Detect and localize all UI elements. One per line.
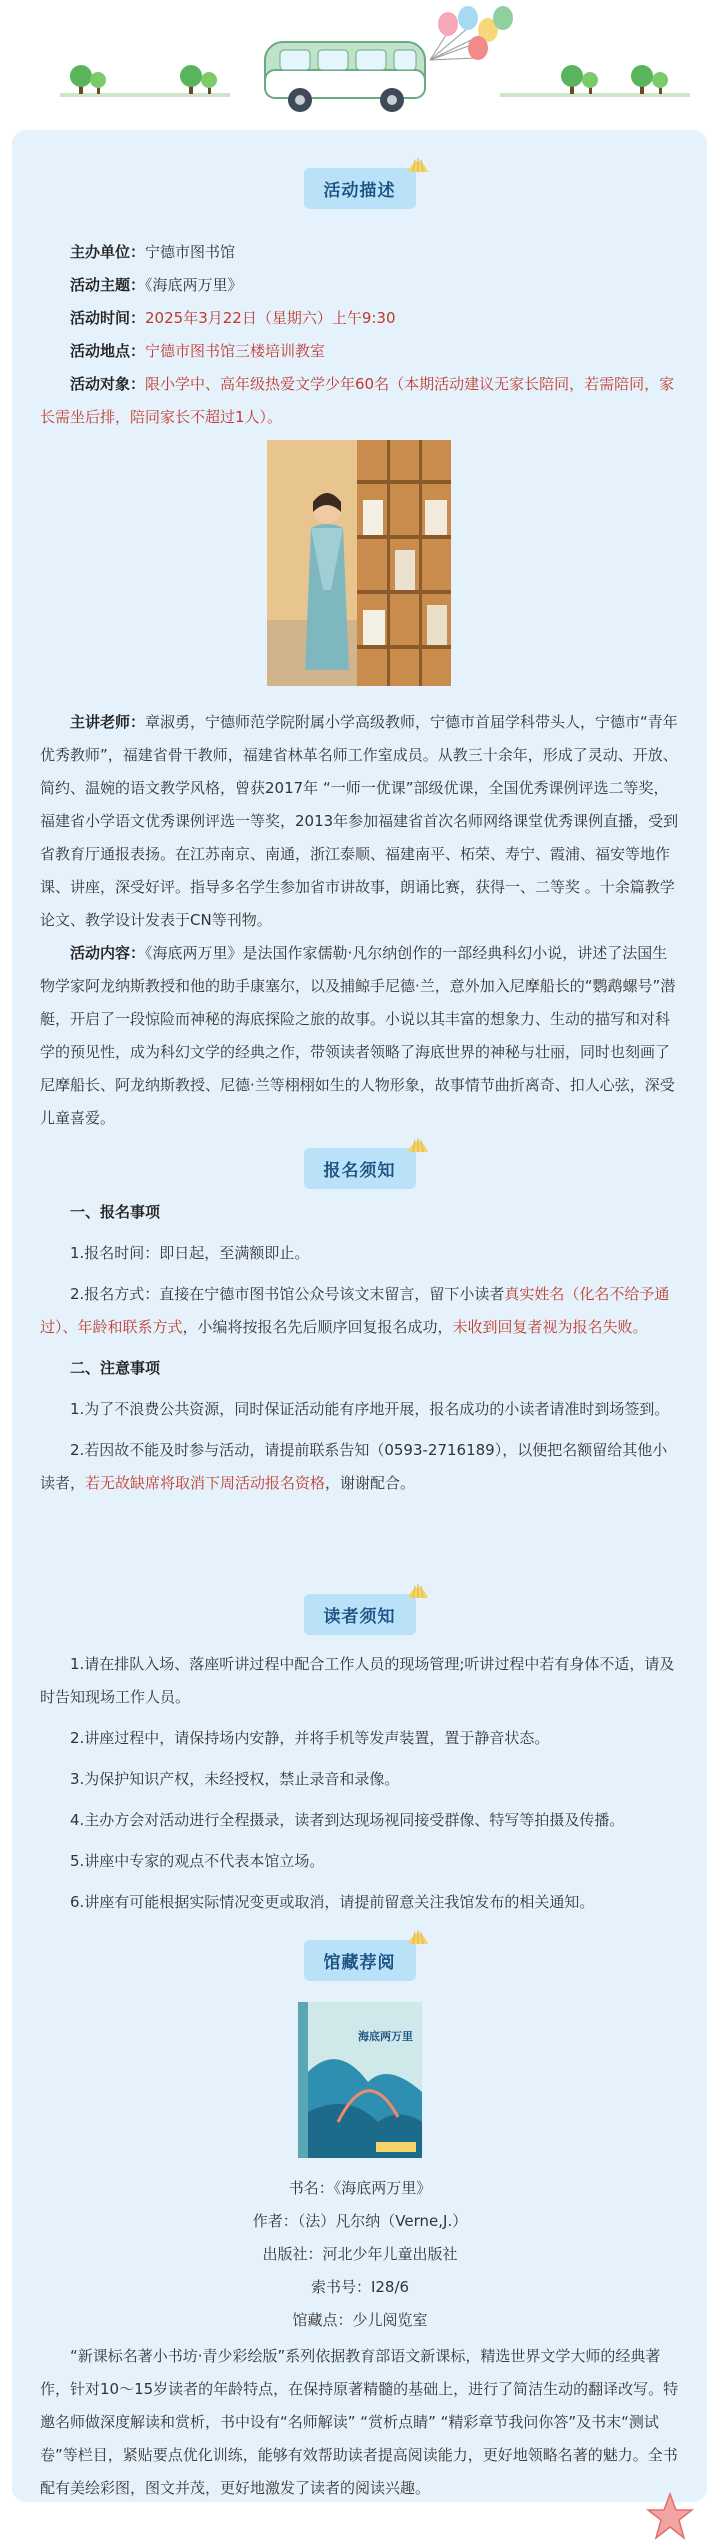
signup-time: 1.报名时间：即日起，至满额即止。 bbox=[70, 1244, 310, 1262]
book-cover-title: 海底两万里 bbox=[358, 2030, 413, 2043]
host-value: 宁德市图书馆 bbox=[145, 243, 236, 261]
tree-icon bbox=[561, 65, 668, 94]
book-description-text: “新课标名著小书坊·青少彩绘版”系列依据教育部语文新课标，精选世界文学大师的经典著作，针对10～15岁读者的年龄特点，在保持原著精髓的基础上，进行了简洁生动的翻译改写。特邀名师做深度解读和赏析，书中设有“名师解读” “赏析点睛” “精彩章节我问你答”及书末“测试卷”等栏目，紧贴要点优化训练，能够有效帮助读者提高阅读能力，更好地领略名著的魅力。全书配有美绘彩图，图文并茂，更好地激发了读者的阅读兴趣。 bbox=[40, 2347, 679, 2497]
signup-notice-2-warning: 若无故缺席将取消下周活动报名资格 bbox=[85, 1474, 326, 1492]
place-value: 宁德市图书馆三楼培训教室 bbox=[145, 342, 326, 360]
activity-details bbox=[40, 706, 680, 1135]
signup-heading-2: 二、注意事项 bbox=[70, 1359, 161, 1377]
section-title: 报名须知 bbox=[323, 1161, 396, 1181]
content-row bbox=[40, 937, 680, 1135]
teacher-label: 主讲老师： bbox=[70, 713, 146, 731]
content-label: 活动内容： bbox=[70, 944, 146, 962]
van-balloons-illustration bbox=[0, 0, 719, 130]
book-publisher: 出版社：河北少年儿童出版社 bbox=[262, 2245, 458, 2263]
theme-value: 《海底两万里》 bbox=[145, 276, 243, 294]
section-heading-activity bbox=[304, 168, 416, 209]
book-description bbox=[40, 2340, 680, 2505]
shell-icon bbox=[406, 1580, 430, 1600]
target-row bbox=[40, 368, 680, 434]
section-title: 读者须知 bbox=[323, 1607, 396, 1627]
list-item: 1.请在排队入场、落座听讲过程中配合工作人员的现场管理;听讲过程中若有身体不适，请及时告知现场工作人员。 bbox=[40, 1655, 675, 1706]
target-value: 限小学中、高年级热爱文学少年60名（本期活动建议无家长陪同，若需陪同，家长需坐后排，陪同家长不超过1人）。 bbox=[40, 375, 675, 426]
book-author: 作者：（法）凡尔纳（Verne,J.） bbox=[252, 2212, 468, 2230]
book-call-number: 索书号：I28/6 bbox=[310, 2278, 410, 2296]
shell-icon bbox=[406, 1926, 430, 1946]
signup-method-text: 2.报名方式：直接在宁德市图书馆公众号该文末留言，留下小读者 bbox=[70, 1285, 505, 1303]
list-item: 4.主办方会对活动进行全程摄录，读者到达现场视同接受群像、特写等拍摄及传播。 bbox=[70, 1811, 625, 1829]
list-item: 6.讲座有可能根据实际情况变更或取消，请提前留意关注我馆发布的相关通知。 bbox=[70, 1893, 595, 1911]
teacher-value: 章淑勇，宁德师范学院附属小学高级教师，宁德市首届学科带头人，宁德市“青年优秀教师”，福建省骨干教师，福建省林革名师工作室成员。从教三十余年，形成了灵动、开放、简约、温婉的语文教学风格，曾获2017年 “一师一优课”部级优课，全国优秀课例评选二等奖，福建省小学语文优秀课例评选一等奖，2013年参加福建省首次名师网络课堂优秀课例直播，受到省教育厅通报表扬。在江苏南京、南通，浙江泰顺、福建南平、柘荣、寿宁、霞浦、福安等地作课、讲座，深受好评。指导多名学生参加省市讲故事，朗诵比赛，获得一、二等奖 。十余篇教学论文、教学设计发表于CN等刊物。 bbox=[40, 713, 679, 929]
signup-notice-2-end: ，谢谢配合。 bbox=[325, 1474, 416, 1492]
signup-notice-2-text: 2.若因故不能及时参与活动，请提前联系告知（0593-2716189），以便把名额留给其他小读者， bbox=[40, 1441, 668, 1492]
activity-info bbox=[40, 236, 680, 434]
starfish-icon bbox=[646, 2492, 694, 2540]
target-label: 活动对象： bbox=[70, 375, 146, 393]
tree-icon bbox=[70, 65, 217, 94]
reader-notice-list bbox=[40, 1648, 680, 1919]
section-heading-signup bbox=[304, 1148, 416, 1189]
balloons-icon bbox=[430, 6, 513, 60]
signup-heading-1: 一、报名事项 bbox=[70, 1203, 161, 1221]
host-label: 主办单位： bbox=[70, 243, 146, 261]
teacher-row bbox=[40, 706, 680, 937]
section-title: 活动描述 bbox=[323, 181, 396, 201]
list-item: 2.讲座过程中，请保持场内安静，并将手机等发声装置，置于静音状态。 bbox=[70, 1729, 550, 1747]
theme-row bbox=[40, 269, 680, 302]
signup-method bbox=[40, 1278, 680, 1344]
signup-notice-2 bbox=[40, 1434, 680, 1500]
book-info bbox=[40, 2172, 680, 2337]
signup-method-required: 真实姓名（化名不给予通过）、年龄和联系方式 bbox=[40, 1285, 670, 1336]
van-icon bbox=[265, 42, 425, 112]
list-item: 3.为保护知识产权，未经授权，禁止录音和录像。 bbox=[70, 1770, 400, 1788]
header-illustration bbox=[0, 0, 719, 130]
book-location: 馆藏点：少儿阅览室 bbox=[292, 2311, 428, 2329]
section-title: 馆藏荐阅 bbox=[323, 1953, 396, 1973]
time-value: 2025年3月22日（星期六）上午9:30 bbox=[145, 309, 396, 327]
time-row bbox=[40, 302, 680, 335]
shell-icon bbox=[406, 154, 430, 174]
book-title: 书名：《海底两万里》 bbox=[288, 2179, 432, 2197]
place-row bbox=[40, 335, 680, 368]
section-heading-reader bbox=[304, 1594, 416, 1635]
signup-notice-1: 1.为了不浪费公共资源，同时保证活动能有序地开展，报名成功的小读者请准时到场签到。 bbox=[70, 1400, 670, 1418]
signup-info bbox=[40, 1196, 680, 1500]
book-cover-image bbox=[298, 2002, 422, 2158]
list-item: 5.讲座中专家的观点不代表本馆立场。 bbox=[70, 1852, 325, 1870]
time-label: 活动时间： bbox=[70, 309, 146, 327]
signup-method-reply: ，小编将按报名先后顺序回复报名成功， bbox=[182, 1318, 453, 1336]
host-row bbox=[40, 236, 680, 269]
place-label: 活动地点： bbox=[70, 342, 146, 360]
signup-method-fail: 未收到回复者视为报名失败。 bbox=[452, 1318, 648, 1336]
content-value: 《海底两万里》是法国作家儒勒·凡尔纳创作的一部经典科幻小说，讲述了法国生物学家阿龙纳斯教授和他的助手康塞尔，以及捕鲸手尼德·兰，意外加入尼摩船长的“鹦鹉螺号”潜艇，开启了一段惊险而神秘的海底探险之旅的故事。小说以其丰富的想象力、生动的描写和对科学的预见性，成为科幻文学的经典之作，带领读者领略了海底世界的神秘与壮丽，同时也刻画了尼摩船长、阿龙纳斯教授、尼德·兰等栩栩如生的人物形象，故事情节曲折离奇、扣人心弦，深受儿童喜爱。 bbox=[40, 944, 676, 1127]
section-heading-collection bbox=[304, 1940, 416, 1981]
theme-label: 活动主题： bbox=[70, 276, 146, 294]
book-cover-art bbox=[298, 2002, 422, 2158]
teacher-photo bbox=[267, 440, 451, 686]
shell-icon bbox=[406, 1134, 430, 1154]
